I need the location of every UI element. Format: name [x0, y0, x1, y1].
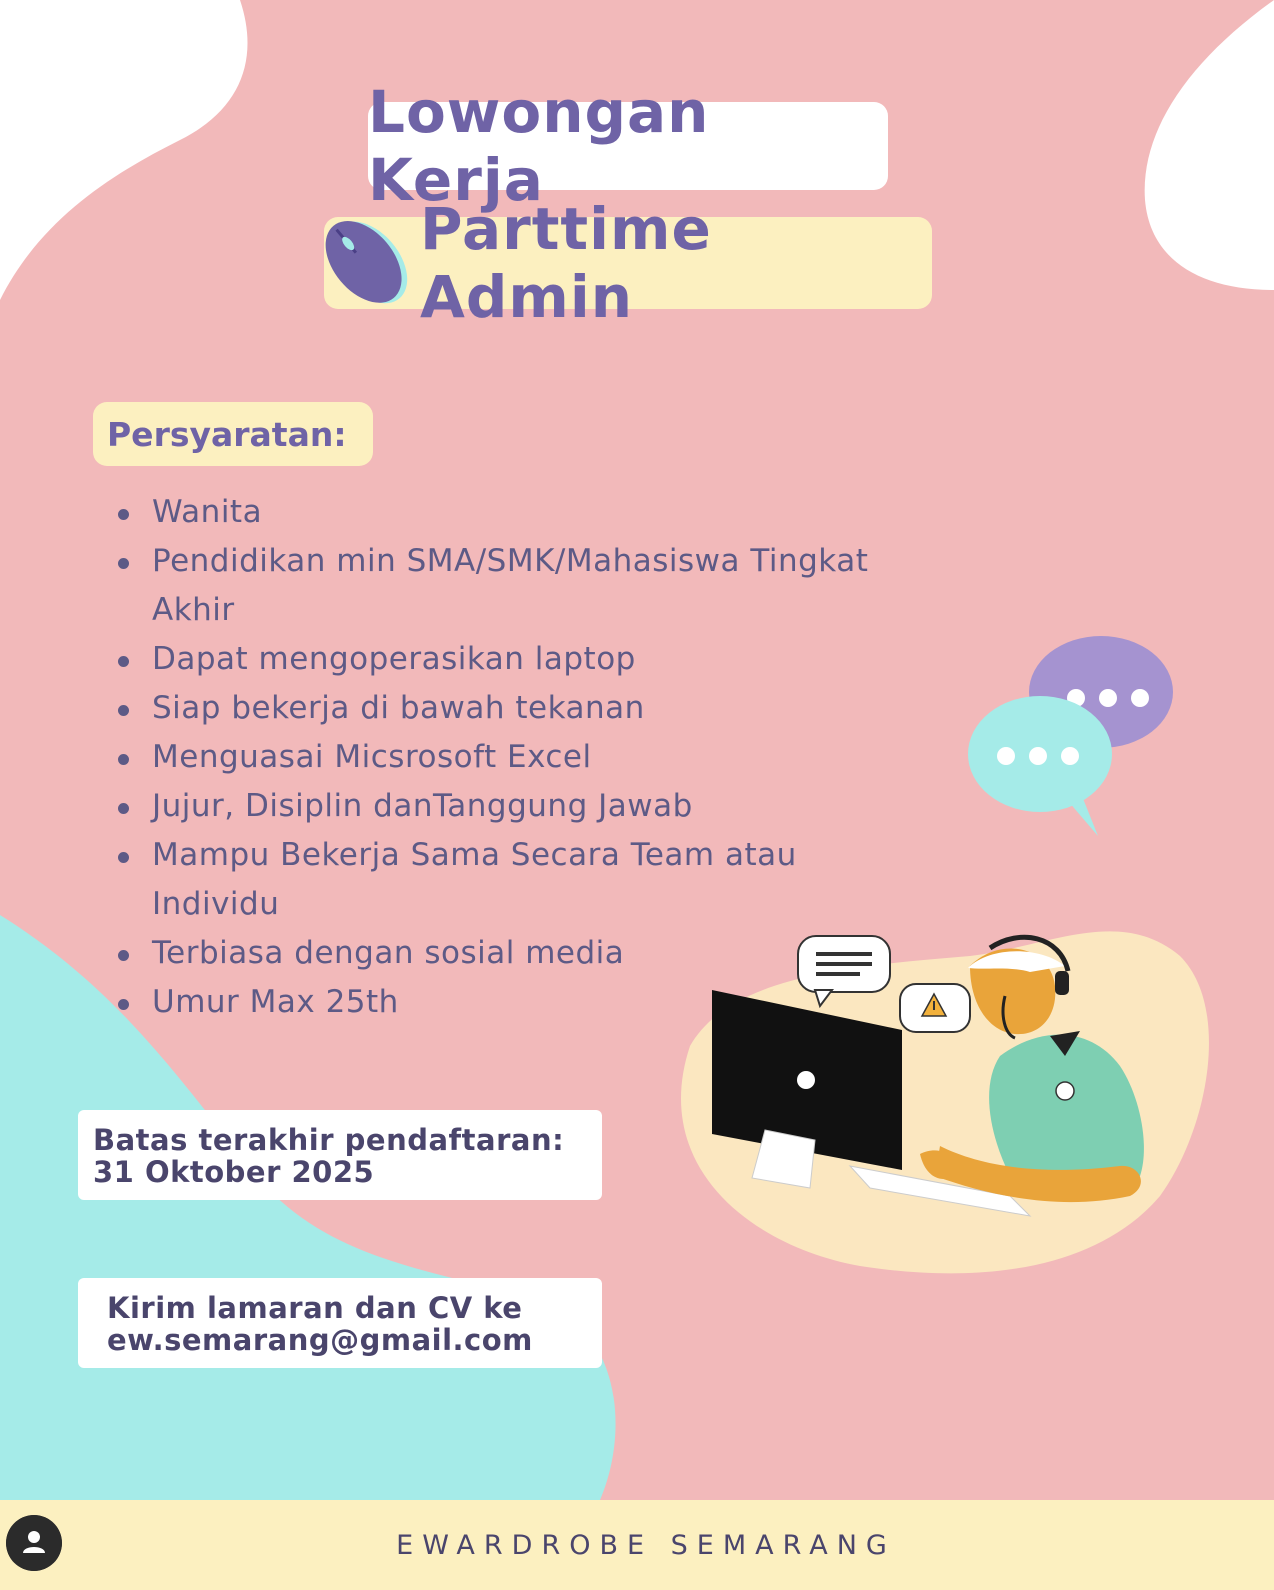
contact-email[interactable]: ew.semarang@gmail.com [107, 1323, 533, 1357]
list-item: Jujur, Disiplin danTanggung Jawab [118, 782, 878, 831]
deadline-box [78, 1110, 602, 1200]
page-title: Lowongan Kerja [368, 102, 888, 190]
white-blob-top-left [0, 0, 248, 300]
requirements-label: Persyaratan: [93, 402, 373, 466]
footer-brand: EWARDROBE SEMARANG [396, 1529, 896, 1561]
list-item: Mampu Bekerja Sama Secara Team atau Individu [118, 831, 878, 929]
deadline-label: Batas terakhir pendaftaran: [93, 1123, 565, 1157]
chat-bubbles-icon [968, 636, 1188, 846]
list-item: Dapat mengoperasikan laptop [118, 635, 878, 684]
customer-service-operator-illustration [670, 926, 1230, 1286]
list-item: Siap bekerja di bawah tekanan [118, 684, 878, 733]
page-subtitle: Parttime Admin [324, 217, 932, 309]
list-item: Umur Max 25th [118, 978, 878, 1027]
contact-label: Kirim lamaran dan CV ke [107, 1291, 523, 1325]
contact-box [78, 1278, 602, 1368]
list-item: Terbiasa dengan sosial media [118, 929, 878, 978]
list-item: Pendidikan min SMA/SMK/Mahasiswa Tingkat Akhir [118, 537, 878, 635]
list-item: Menguasai Micsrosoft Excel [118, 733, 878, 782]
footer-bar [0, 1500, 1274, 1590]
deadline-date: 31 Oktober 2025 [93, 1155, 375, 1189]
computer-mouse-icon [310, 207, 420, 317]
list-item: Wanita [118, 488, 878, 537]
user-avatar-icon[interactable] [6, 1515, 62, 1571]
white-blob-top-right [1145, 0, 1274, 290]
